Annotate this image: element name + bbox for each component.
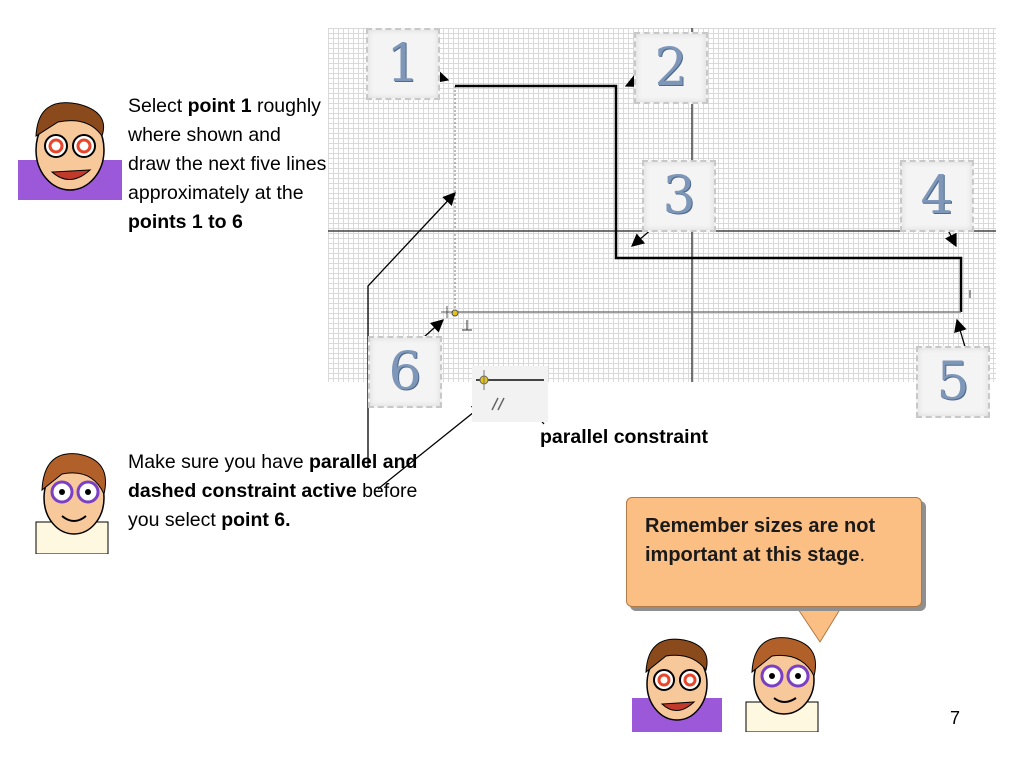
point-label-3: 3: [642, 160, 716, 232]
boy-character-image: [18, 96, 122, 200]
point-label-1: 1: [366, 28, 440, 100]
point-label-5: 5: [916, 346, 990, 418]
point-label-4: 4: [900, 160, 974, 232]
instruction-select-point-1: Select point 1 roughly where shown and draw the next five lines approximately at the points 1 to 6: [128, 95, 327, 233]
girl-character-small-image: [736, 632, 826, 732]
constraint-toolbar-snippet: [472, 366, 548, 422]
point-label-2: 2: [634, 32, 708, 104]
page-number: 7: [950, 708, 961, 728]
parallel-constraint-caption: parallel constraint: [540, 426, 708, 448]
cursor-point: [452, 310, 458, 316]
boy-character-small-image: [632, 632, 722, 732]
point-label-6: 6: [368, 336, 442, 408]
girl-character-image: [28, 446, 114, 554]
parallel-constraint-icon[interactable]: [472, 366, 548, 422]
instruction-parallel-dashed: Make sure you have parallel and dashed constraint active before you select point 6.: [128, 451, 418, 531]
reminder-callout: Remember sizes are not important at this stage.: [626, 497, 922, 607]
connector-line: [368, 193, 455, 468]
